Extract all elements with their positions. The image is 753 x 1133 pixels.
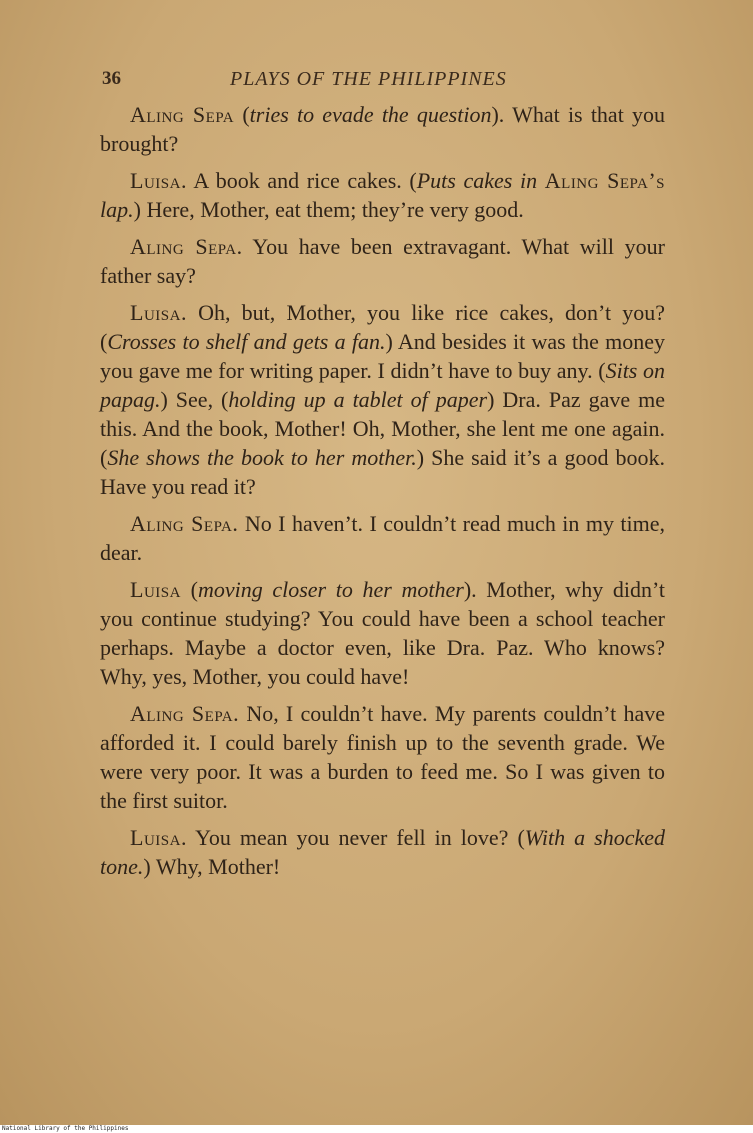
speaker-name: Aling Sepa.	[130, 234, 243, 259]
page-header	[102, 68, 662, 98]
stage-direction: She shows the book to her mother.	[107, 445, 417, 470]
dialogue-paragraph	[100, 509, 665, 567]
dialogue-text: No, I couldn’t have. My parents couldn’t have afforded it. I could barely finish up to the seventh grade. We were very poor. It was a burden to feed me. So I was given to the first suitor.	[100, 701, 666, 813]
stage-direction: Puts cakes in	[416, 168, 545, 193]
speaker-name: Aling Sepa	[130, 102, 235, 127]
speaker-name: Luisa.	[130, 825, 187, 850]
dialogue-text: (	[234, 102, 250, 127]
page-number: 36	[102, 68, 121, 89]
speaker-name: Luisa.	[130, 168, 187, 193]
dialogue-text: You have been extravagant. What will your father say?	[100, 234, 665, 288]
stage-direction: holding up a tablet of paper	[228, 387, 488, 412]
speaker-name: Luisa	[130, 577, 181, 602]
speaker-name: Luisa.	[130, 300, 187, 325]
dialogue-paragraph	[100, 575, 665, 691]
dialogue-text: ) See, (	[160, 387, 229, 412]
running-title: PLAYS OF THE PHILIPPINES	[230, 68, 507, 90]
stage-direction: lap.	[100, 197, 134, 222]
dialogue-text: No I haven’t. I couldn’t read much in my time, dear.	[100, 511, 666, 565]
dialogue-paragraph	[100, 100, 665, 158]
stage-direction: Crosses to shelf and gets a fan.	[107, 329, 386, 354]
stage-direction: Sits on papag.	[100, 358, 665, 412]
dialogue-text: ). Mother, why didn’t you continue studying? You could have been a school teacher perhaps. Maybe a doctor even, like Dra. Paz. Who knows? Why, yes, Mother, you could have!	[100, 577, 665, 689]
stage-direction: With a shocked tone.	[100, 825, 665, 879]
speaker-name: Aling Sepa.	[130, 511, 239, 536]
play-text	[100, 100, 665, 889]
dialogue-text: (	[180, 577, 198, 602]
dialogue-paragraph	[100, 232, 665, 290]
dialogue-text: Oh, but, Mother, you like rice cakes, don’t you? (	[100, 300, 665, 354]
dialogue-text: You mean you never fell in love? (	[186, 825, 525, 850]
dialogue-text: ) She said it’s a good book. Have you read it?	[100, 445, 665, 499]
dialogue-text: A book and rice cakes. (	[186, 168, 417, 193]
library-credit: National Library of the Philippines	[0, 1125, 753, 1133]
dialogue-paragraph	[100, 699, 665, 815]
dialogue-text: ) And besides it was the money you gave me for writing paper. I didn’t have to buy any. (	[100, 329, 665, 383]
speaker-name: Aling Sepa’s	[544, 168, 665, 193]
dialogue-text: ). What is that you brought?	[100, 102, 666, 156]
dialogue-text: ) Here, Mother, eat them; they’re very good.	[133, 197, 524, 222]
stage-direction: moving closer to her mother	[197, 577, 464, 602]
dialogue-paragraph	[100, 166, 665, 224]
dialogue-paragraph	[100, 823, 665, 881]
dialogue-paragraph	[100, 298, 665, 501]
dialogue-text: ) Why, Mother!	[143, 854, 281, 879]
speaker-name: Aling Sepa.	[130, 701, 240, 726]
stage-direction: tries to evade the question	[249, 102, 492, 127]
dialogue-text: ) Dra. Paz gave me this. And the book, Mother! Oh, Mother, she lent me one again. (	[100, 387, 665, 470]
